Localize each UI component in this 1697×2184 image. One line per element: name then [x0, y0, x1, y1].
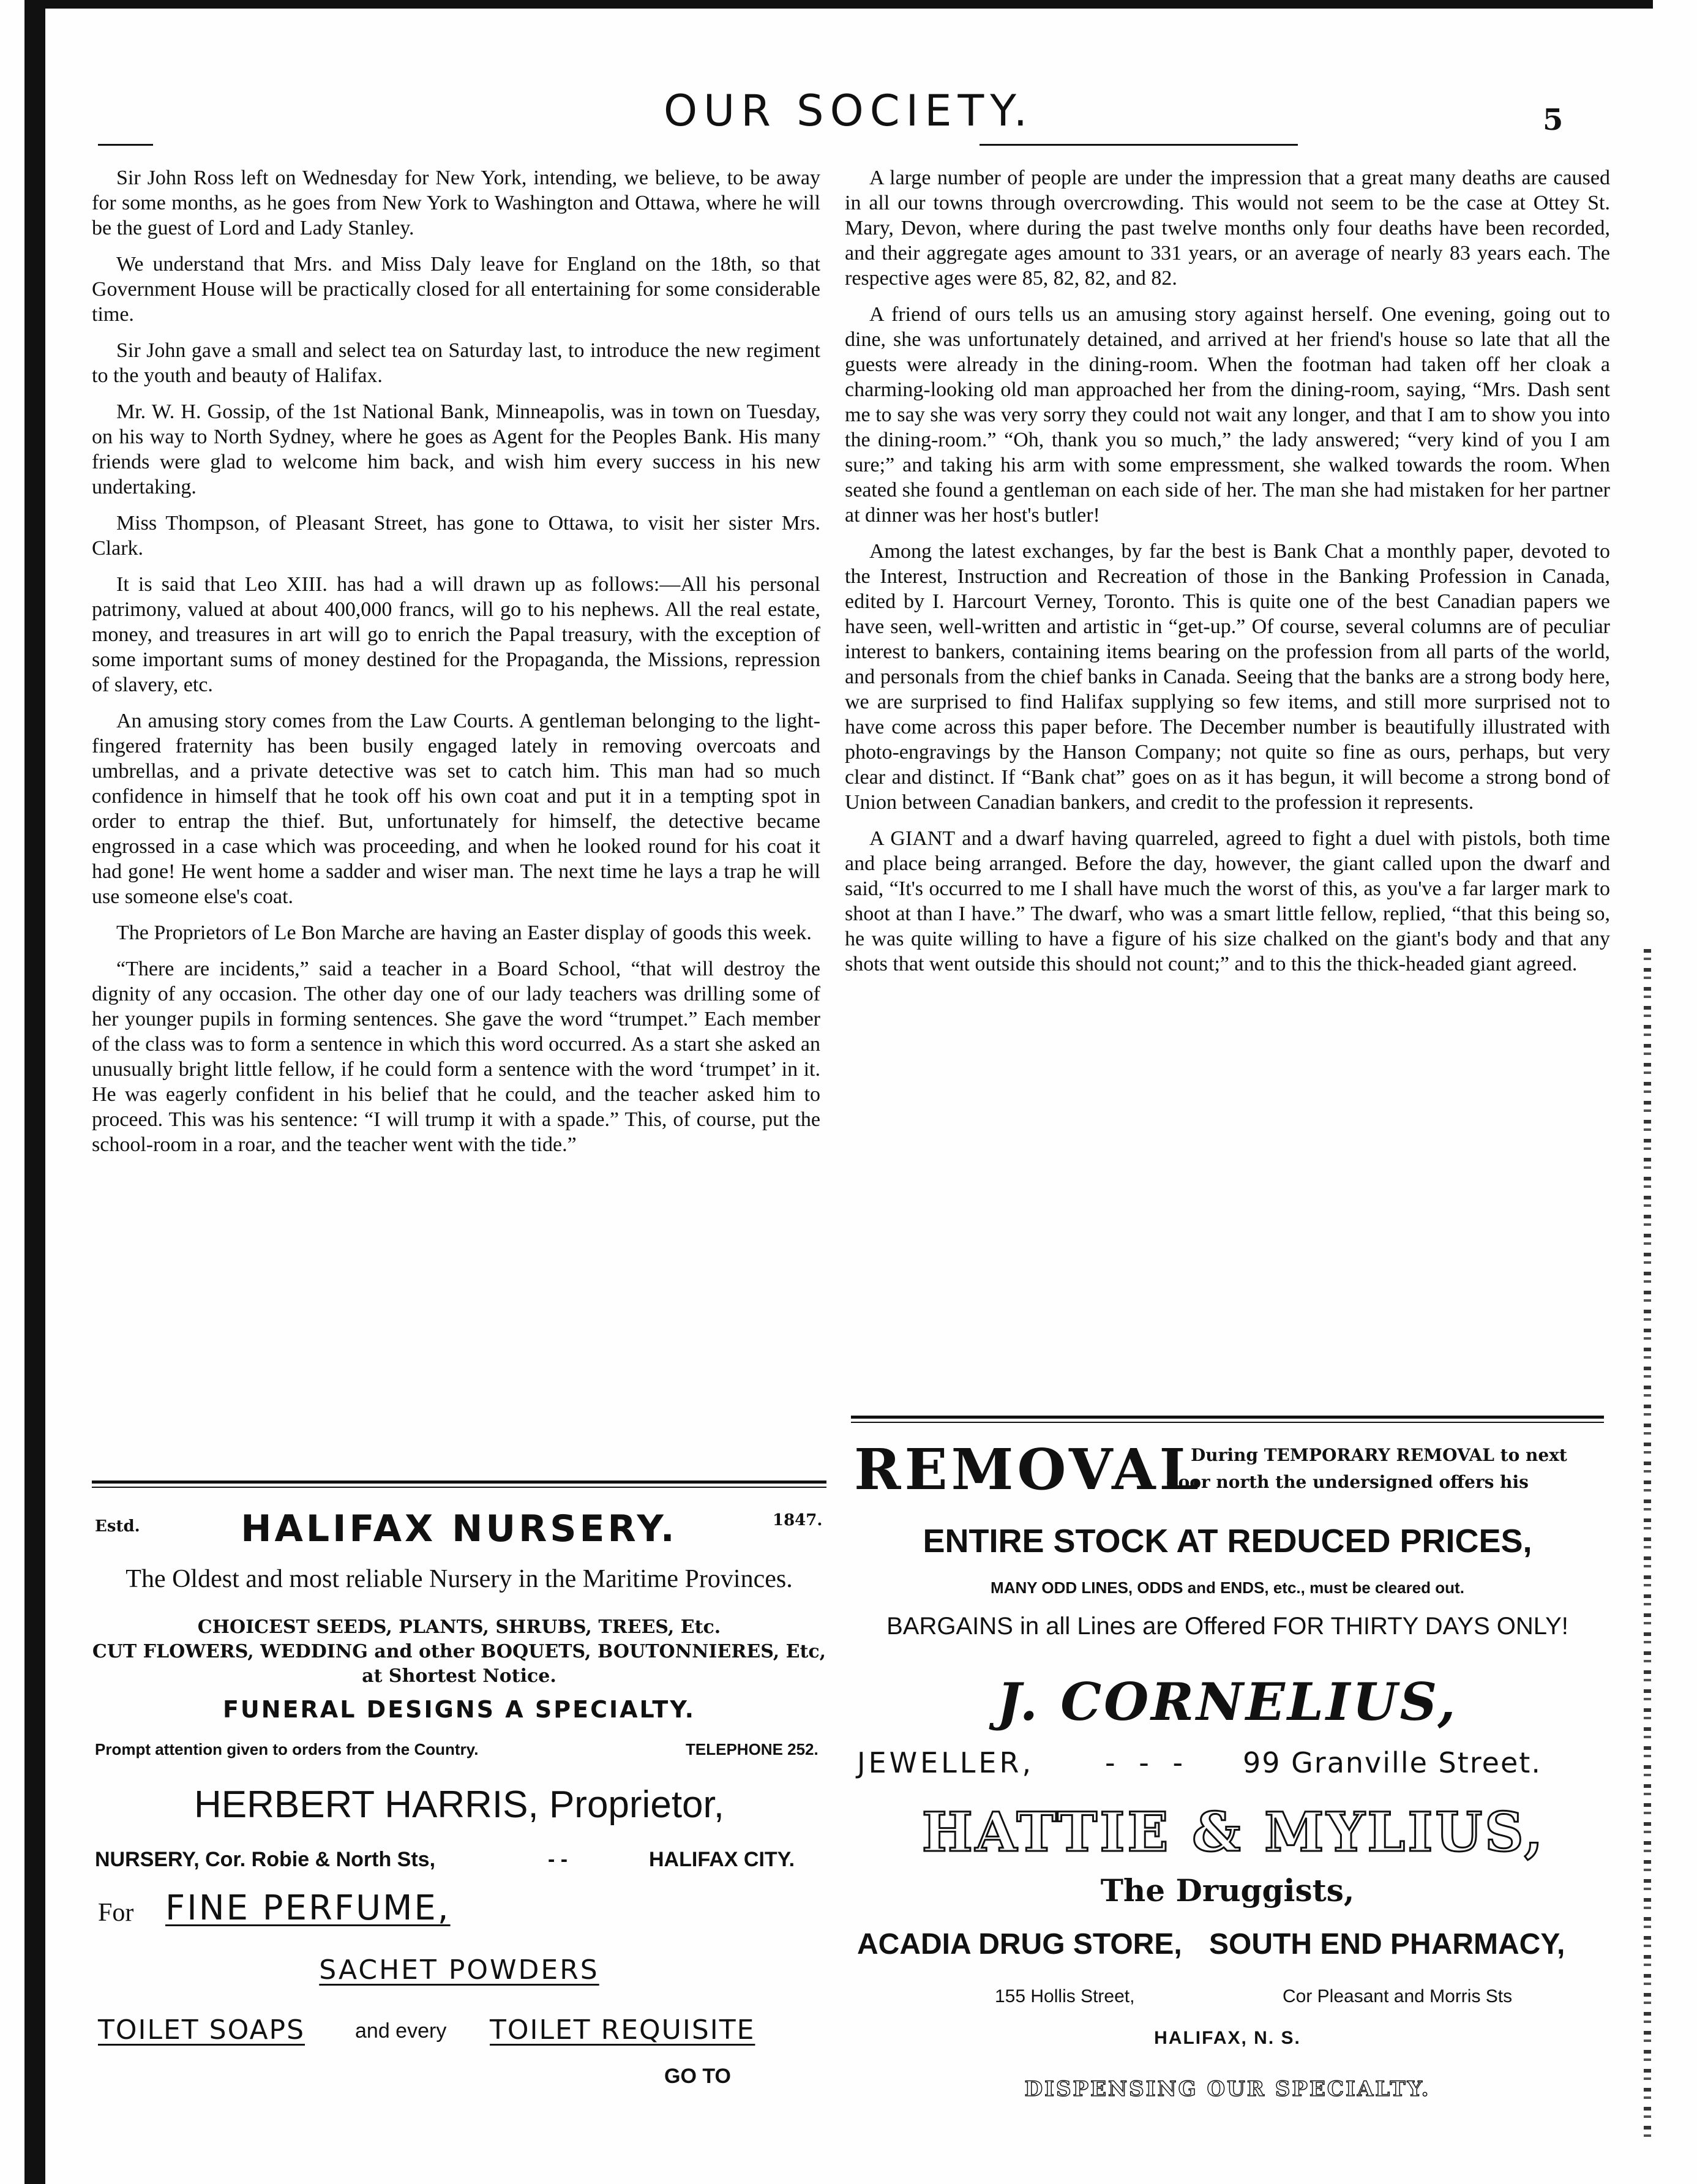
nursery-line1: CHOICEST SEEDS, PLANTS, SHRUBS, TREES, Etc.: [197, 1616, 721, 1638]
nursery-line2: CUT FLOWERS, WEDDING and other BOQUETS, BOUTONNIERES, Etc,: [92, 1641, 826, 1662]
masthead-title: OUR SOCIETY.: [663, 86, 1034, 136]
paragraph: Sir John Ross left on Wednesday for New York, intending, we believe, to be away for some months, as he goes from New York to Washington and Ottawa, where he will be the guest of Lord and Lady Stanley.: [92, 167, 820, 239]
druggists-addr1: 155 Hollis Street,: [995, 1986, 1135, 2006]
druggists-specialty: DISPENSING OUR SPECIALTY.: [1024, 2077, 1431, 2101]
left-column: [92, 165, 820, 1168]
druggists-name: HATTIE & MYLIUS,: [921, 1800, 1546, 1864]
ad-divider-left-thin: [92, 1487, 826, 1488]
top-border-rule: [24, 0, 1653, 9]
paragraph: A GIANT and a dwarf having quarreled, agreed to fight a duel with pistols, both time and place being arranged. Before the day, however, the giant called upon the dwarf and said, “It's occurred to me I shall have much the worst of this, as you've a far larger mark to shoot at than I have.” The dwarf, who was a smart little fellow, replied, “that this being so, he was quite willing to have a figure of his size chalked on the giant's body and that any shots that went outside this should not count;” and to this the thick-headed giant agreed.: [845, 827, 1610, 975]
paragraph: “There are incidents,” said a teacher in a Board School, “that will destroy the dignity of any occasion. The other day one of our lady teachers was drilling some of her younger pupils in forming sentences. She gave the word “trumpet.” Each member of the class was to form a sentence in which this word occurred. As a start she asked an unusually bright little fellow, if he could form a sentence with the word ‘trumpet’ in it. He was eagerly confident in his belief that he could, and the teacher asked him to proceed. This was his sentence: “I will trump it with a spade.” This, of course, put the school-room in a roar, and the teacher went with the tide.”: [92, 958, 820, 1156]
removal-title: REMOVAL: [854, 1436, 1203, 1503]
nursery-line3: at Shortest Notice.: [362, 1665, 556, 1687]
ad-divider-right: [851, 1416, 1604, 1419]
removal-bargains: BARGAINS in all Lines are Offered FOR THIRTY DAYS ONLY!: [886, 1613, 1568, 1640]
removal-during: During TEMPORARY REMOVAL to next: [1191, 1445, 1567, 1465]
removal-odd: MANY ODD LINES, ODDS and ENDS, etc., must be cleared out.: [991, 1578, 1464, 1597]
ad-divider-right-thin: [851, 1422, 1604, 1423]
nursery-dashes: - -: [548, 1848, 568, 1871]
paragraph: A friend of ours tells us an amusing story against herself. One evening, going out to dine, she was unfortunately detained, and arrived at her friend's house so late that all the guests were already in the dining-room. When the footman had taken off her cloak a charming-looking old man approached her from the dining-room, saying, “Mrs. Dash sent me to say she was very sorry they could not wait any longer, and that I am to show you into the dining-room.” “Oh, thank you so much,” the lady answered; “very kind of you I am sure;” and taking his arm with some empressment, she walked towards the room. When seated she found a gentleman on each side of her. The man she had mistaken for her partner at dinner was her host's butler!: [845, 303, 1610, 527]
nursery-prompt: Prompt attention given to orders from the Country.: [95, 1740, 479, 1758]
perfume-for: For: [98, 1899, 134, 1927]
nursery-tagline: The Oldest and most reliable Nursery in the Maritime Provinces.: [125, 1565, 793, 1593]
perfume-sachet: SACHET POWDERS: [319, 1954, 599, 1986]
perfume-fine: FINE PERFUME,: [165, 1888, 451, 1928]
nursery-funeral: FUNERAL DESIGNS A SPECIALTY.: [222, 1696, 696, 1723]
paragraph: It is said that Leo XIII. has had a will drawn up as follows:—All his personal patrimony, valued at about 400,000 francs, will go to his nephews. All the real estate, money, and treasures in art will go to enrich the Papal treasury, with the exception of some important sums of money destined for the Propaganda, the Missions, repression of slavery, etc.: [92, 573, 820, 696]
header-rule-left: [98, 144, 153, 146]
druggists-subtitle: The Druggists,: [1100, 1872, 1355, 1908]
removal-door: door north the undersigned offers his: [1166, 1472, 1529, 1492]
nursery-year: 1847.: [773, 1511, 823, 1529]
right-edge-noise: [1644, 949, 1651, 2143]
druggists-addr2: Cor Pleasant and Morris Sts: [1283, 1986, 1513, 2006]
nursery-telephone: TELEPHONE 252.: [686, 1740, 819, 1758]
page-number: 5: [1543, 103, 1564, 137]
nursery-city: HALIFAX CITY.: [649, 1848, 795, 1871]
removal-address: 99 Granville Street.: [1243, 1746, 1542, 1779]
left-margin-bar: [24, 0, 45, 2184]
paragraph: Mr. W. H. Gossip, of the 1st National Bank, Minneapolis, was in town on Tuesday, on his way to North Sydney, where he goes as Agent for the Peoples Bank. His many friends were glad to welcome him back, and wish him every success in his new undertaking.: [92, 400, 820, 498]
druggists-store2: SOUTH END PHARMACY,: [1209, 1928, 1565, 1961]
removal-jeweller: JEWELLER,: [857, 1746, 1035, 1779]
removal-cornelius: J. CORNELIUS,: [997, 1672, 1458, 1732]
paragraph: An amusing story comes from the Law Courts. A gentleman belonging to the light-fingered fraternity has been busily engaged lately in removing overcoats and umbrellas, and a private detective was set to catch him. This man had so much confidence in himself that he took off his own coat and put it in a tempting spot in order to entrap the thief. But, unfortunately for himself, the detective became engrossed in a case which was proceeding, and when he looked round for his coat it had gone! He went home a sadder and wiser man. The next time he lays a trap he will use someone else's coat.: [92, 710, 820, 908]
paragraph: A large number of people are under the impression that a great many deaths are caused in all our towns through overcrowding. This would not seem to be the case at Ottey St. Mary, Devon, where during the past twelve months only four deaths have been recorded, and their aggregate ages amount to 331 years, or an average of nearly 83 years each. The respective ages were 85, 82, 82, and 82.: [845, 167, 1610, 290]
ad-divider-left: [92, 1480, 826, 1484]
removal-dashes: - - -: [1105, 1746, 1191, 1779]
druggists-store1: ACADIA DRUG STORE,: [857, 1928, 1182, 1961]
perfume-go-to: GO TO: [664, 2065, 731, 2088]
nursery-address: NURSERY, Cor. Robie & North Sts,: [95, 1848, 436, 1871]
nursery-name: HALIFAX NURSERY.: [241, 1507, 678, 1550]
nursery-estd: Estd.: [95, 1517, 140, 1536]
paragraph: Sir John gave a small and select tea on Saturday last, to introduce the new regiment to the youth and beauty of Halifax.: [92, 339, 820, 387]
paragraph: We understand that Mrs. and Miss Daly leave for England on the 18th, so that Government House will be practically closed for all entertaining for some considerable time.: [92, 253, 820, 326]
nursery-proprietor: HERBERT HARRIS, Proprietor,: [194, 1784, 724, 1826]
perfume-requisite: TOILET REQUISITE: [490, 2014, 755, 2046]
removal-entire: ENTIRE STOCK AT REDUCED PRICES,: [923, 1523, 1532, 1559]
paragraph: Among the latest exchanges, by far the best is Bank Chat a monthly paper, devoted to the Interest, Instruction and Recreation of those in the Banking Profession in Canada, edited by I. Harcourt Verney, Toronto. This is quite one of the best Canadian papers we have seen, well-written and artistic in “get-up.” Of course, several columns are of peculiar interest to bankers, containing items bearing on the profession from all parts of the world, and personals from the chief banks in Canada. Seeing that the banks are a strong body here, we are surprised to find Halifax supplying so few items, and still more surprised not to have come across this paper before. The December number is beautifully illustrated with photo-engravings by the Hanson Company; not quite so fine as ours, perhaps, but very clear and distinct. If “Bank chat” goes on as it has begun, it will become a strong bond of Union between Canadian bankers, and credit to the profession it represents.: [845, 540, 1610, 814]
paragraph: The Proprietors of Le Bon Marche are having an Easter display of goods this week.: [116, 921, 812, 944]
paragraph: Miss Thompson, of Pleasant Street, has gone to Ottawa, to visit her sister Mrs. Clark.: [92, 512, 820, 560]
druggists-city: HALIFAX, N. S.: [1154, 2028, 1301, 2048]
perfume-soaps: TOILET SOAPS: [98, 2014, 305, 2046]
header-rule-right: [980, 144, 1298, 146]
perfume-and-every: and every: [355, 2019, 447, 2043]
right-column: [845, 165, 1610, 988]
